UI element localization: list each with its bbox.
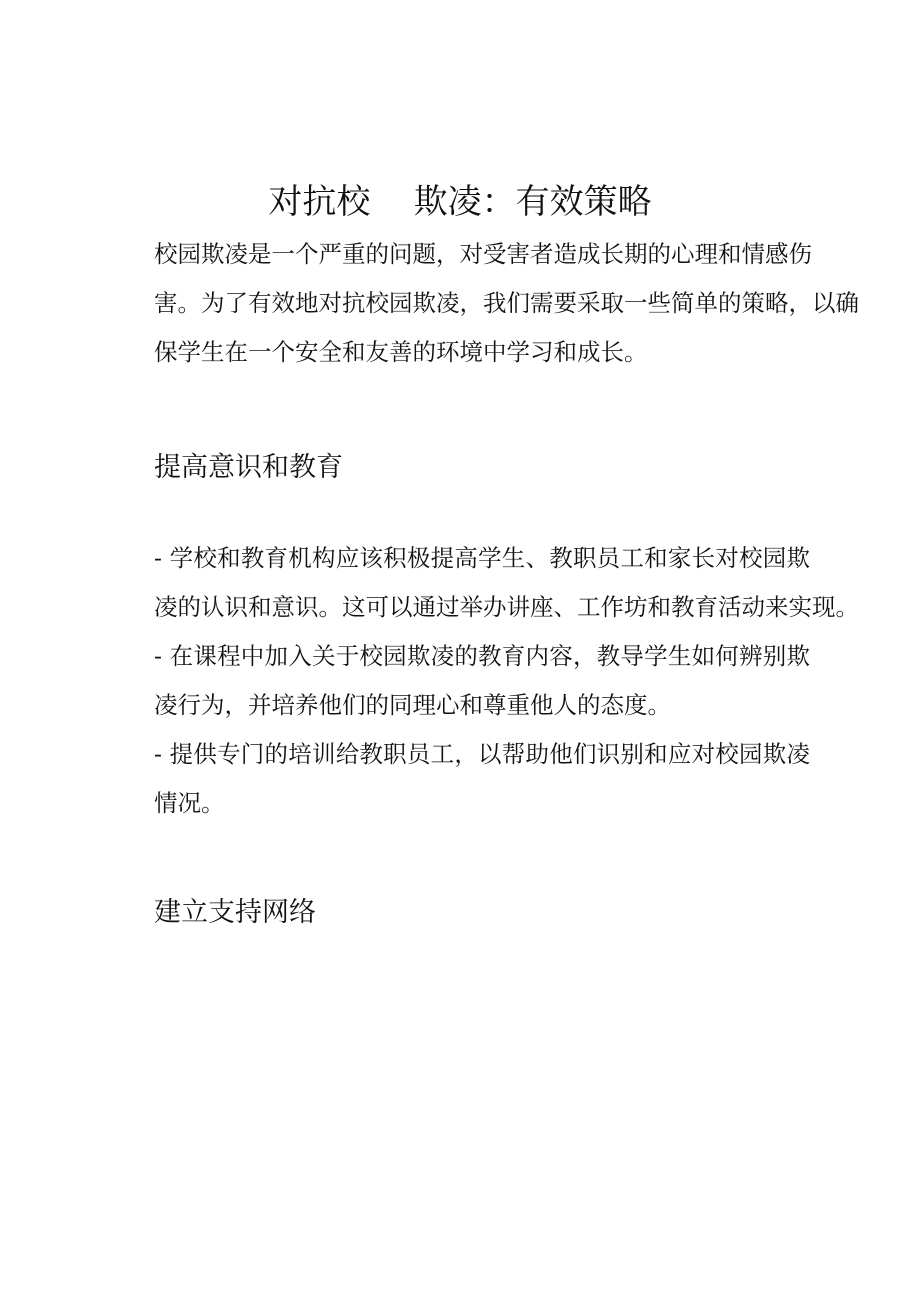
intro-line: 保学生在一个安全和友善的环境中学习和成长。 <box>154 338 648 366</box>
bullet-line: - 提供专门的培训给教职员工，以帮助他们识别和应对校园欺凌 <box>154 740 810 768</box>
intro-line: 校园欺凌是一个严重的问题，对受害者造成长期的心理和情感伤 <box>154 240 812 268</box>
bullet-line: 凌行为，并培养他们的同理心和尊重他人的态度。 <box>154 691 671 719</box>
section-heading: 提高意识和教育 <box>154 452 343 483</box>
bullet-line: - 在课程中加入关于校园欺凌的教育内容，教导学生如何辨别欺 <box>154 642 810 670</box>
bullet-line: - 学校和教育机构应该积极提高学生、教职员工和家长对校园欺 <box>154 544 810 572</box>
bullet-line: 凌的认识和意识。这可以通过举办讲座、工作坊和教育活动来实现。 <box>154 593 859 621</box>
bullet-paragraph <box>154 730 810 828</box>
bullet-paragraph <box>154 534 859 632</box>
document-title: 对抗校 欺凌：有效策略 <box>268 182 652 222</box>
bullet-line: 情况。 <box>154 789 225 817</box>
bullet-paragraph <box>154 632 810 730</box>
intro-line: 害。为了有效地对抗校园欺凌，我们需要采取一些简单的策略，以确 <box>154 289 859 317</box>
intro-paragraph <box>154 230 859 377</box>
section-heading: 建立支持网络 <box>154 897 316 928</box>
